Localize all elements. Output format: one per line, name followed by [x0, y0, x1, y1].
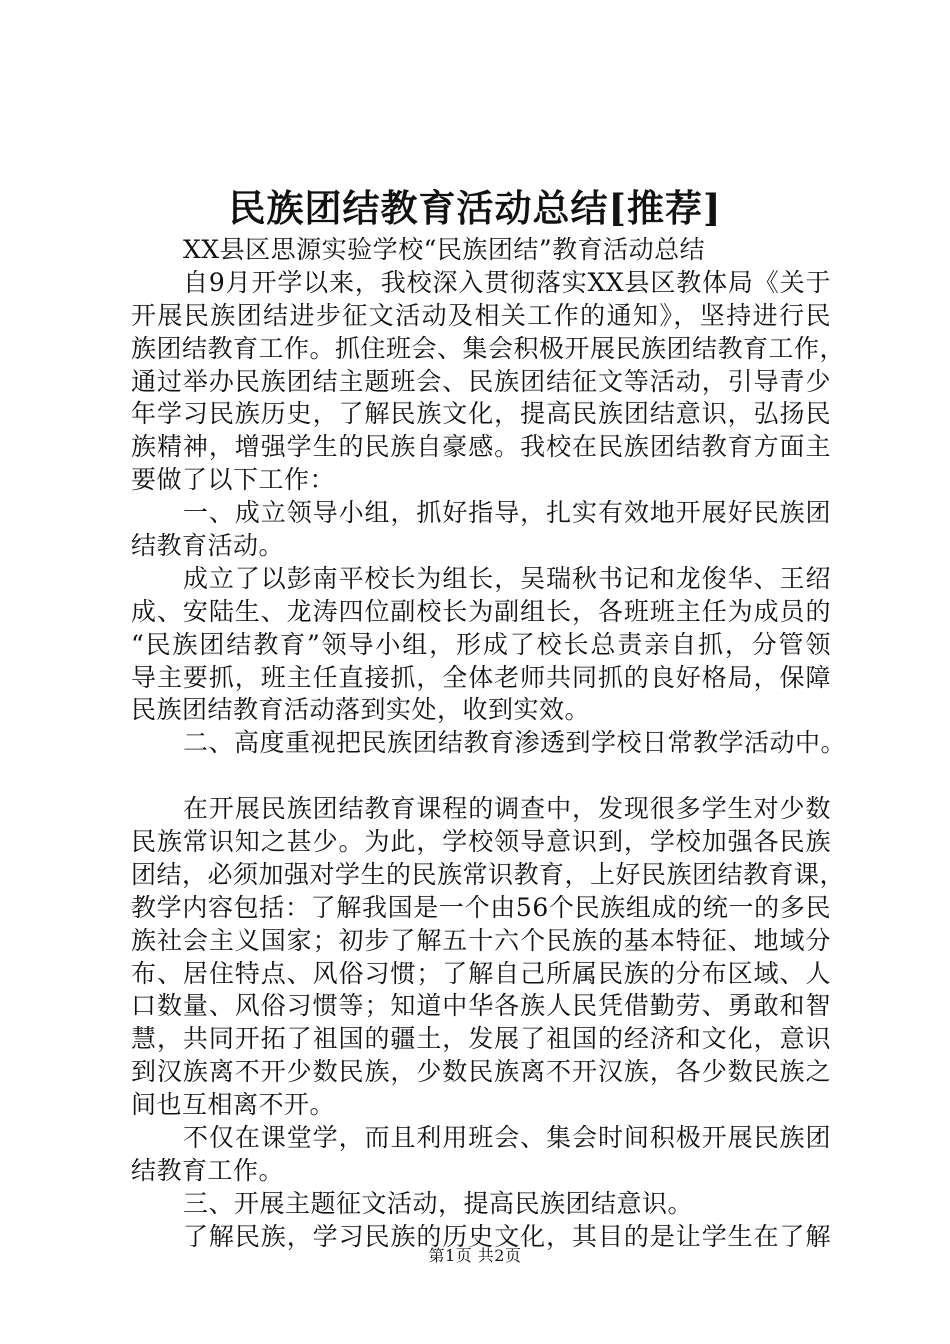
text-line: 了解民族，学习民族的历史文化，其目的是让学生在了解	[183, 1221, 831, 1251]
text-line: 到汉族离不开少数民族，少数民族离不开汉族，各少数民族之	[131, 1057, 831, 1087]
text-line: 族团结教育工作。抓住班会、集会积极开展民族团结教育工作，	[131, 333, 846, 363]
text-line: 导主要抓，班主任直接抓，全体老师共同抓的良好格局，保障	[131, 662, 831, 692]
text-line: 要做了以下工作：	[131, 465, 336, 495]
page-number: 第1页 共2页	[428, 1246, 522, 1265]
text-line: 不仅在课堂学，而且利用班会、集会时间积极开展民族团	[183, 1123, 831, 1153]
text-line: 族精神，增强学生的民族自豪感。我校在民族团结教育方面主	[131, 432, 831, 462]
text-line: 民族团结教育活动落到实处，收到实效。	[131, 695, 591, 725]
document-title: 民族团结教育活动总结[推荐]	[228, 186, 722, 230]
text-line: 口数量、风俗习惯等；知道中华各族人民凭借勤劳、勇敢和智	[131, 991, 831, 1021]
text-line: 族社会主义国家；初步了解五十六个民族的基本特征、地域分	[131, 925, 831, 955]
text-line: 教学内容包括：了解我国是一个由56个民族组成的统一的多民	[131, 892, 831, 922]
text-line: 自9月开学以来，我校深入贯彻落实XX县区教体局《关于	[183, 267, 831, 297]
document-body	[131, 234, 847, 1254]
text-line: “民族团结教育”领导小组，形成了校长总责亲自抓，分管领	[131, 629, 831, 659]
text-line: 慧，共同开拓了祖国的疆土，发展了祖国的经济和文化，意识	[131, 1024, 831, 1054]
section-heading-1: 一、成立领导小组，抓好指导，扎实有效地开展好民族团	[183, 498, 831, 528]
text-line: 成立了以彭南平校长为组长，吴瑞秋书记和龙俊华、王绍	[183, 563, 831, 593]
text-line: 民族常识知之甚少。为此，学校领导意识到，学校加强各民族	[131, 827, 831, 857]
text-line: 团结，必须加强对学生的民族常识教育，上好民族团结教育课，	[131, 859, 846, 889]
text-line: 结教育工作。	[131, 1155, 285, 1185]
text-line: 布、居住特点、风俗习惯；了解自己所属民族的分布区域、人	[131, 958, 831, 988]
blank-line	[131, 760, 831, 793]
text-line: 年学习民族历史，了解民族文化，提高民族团结意识，弘扬民	[131, 399, 831, 429]
subtitle-line: XX县区思源实验学校“民族团结”教育活动总结	[183, 235, 706, 264]
text-line: 成、安陆生、龙涛四位副校长为副组长，各班班主任为成员的	[131, 596, 831, 626]
section-heading-2: 二、高度重视把民族团结教育渗透到学校日常教学活动中。	[183, 728, 847, 758]
text-line: 在开展民族团结教育课程的调查中，发现很多学生对少数	[183, 794, 831, 824]
text-line: 通过举办民族团结主题班会、民族团结征文等活动，引导青少	[131, 366, 831, 396]
section-heading-3: 三、开展主题征文活动，提高民族团结意识。	[183, 1188, 694, 1218]
text-line: 开展民族团结进步征文活动及相关工作的通知》，坚持进行民	[131, 300, 831, 330]
text-line: 结教育活动。	[131, 531, 285, 561]
text-line: 间也互相离不开。	[131, 1090, 336, 1120]
